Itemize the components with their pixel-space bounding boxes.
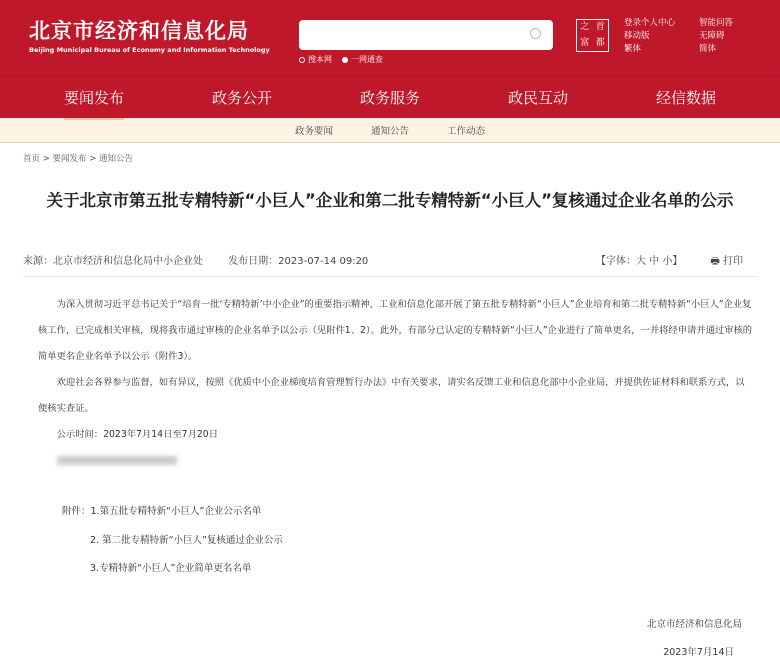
- nav-interaction[interactable]: 政民互动: [507, 88, 568, 107]
- subnav-work[interactable]: 工作动态: [447, 126, 486, 137]
- breadcrumb[interactable]: 首页 > 要闻发布 > 通知公告: [23, 154, 134, 164]
- signer: 北京市经济和信息化局: [646, 619, 742, 630]
- scope-site[interactable]: 搜本网: [299, 54, 332, 65]
- site-title-en: Beijing Municipal Bureau of Economy and Information Technology: [29, 46, 270, 54]
- paragraph: 欢迎社会各界参与监督，如有异议，按照《优质中小企业梯度培育管理暂行办法》中有关要求，请实名反馈工业和信息化部中小企业局，并提供佐证材料和联系方式，以便核实查证。: [38, 377, 745, 414]
- font-size-control[interactable]: 【字体：大 中 小】: [596, 256, 683, 267]
- nav-gov-open[interactable]: 政务公开: [211, 88, 272, 107]
- link-accessibility[interactable]: 无障碍: [699, 31, 725, 41]
- link-mobile[interactable]: 移动版: [624, 31, 650, 41]
- search-scope: [299, 54, 383, 65]
- main-nav: [0, 75, 780, 118]
- attachment-3[interactable]: 3.专精特新“小巨人”企业简单更名名单: [90, 563, 252, 574]
- source: 来源：北京市经济和信息化局中小企业处: [23, 256, 203, 267]
- link-qa[interactable]: 智能问答: [699, 18, 734, 28]
- print-button[interactable]: 🖶 打印: [710, 256, 743, 267]
- attachment-2[interactable]: 2. 第二批专精特新“小巨人”复核通过企业公示: [90, 535, 283, 546]
- divider: [23, 276, 758, 277]
- search-input[interactable]: [299, 20, 553, 50]
- article-body: [38, 292, 753, 474]
- sub-nav: [0, 118, 780, 143]
- site-title[interactable]: 北京市经济和信息化局: [29, 19, 249, 43]
- radio-selected-icon[interactable]: [342, 57, 348, 63]
- nav-data[interactable]: 经信数据: [655, 88, 716, 107]
- subnav-notices[interactable]: 通知公告: [370, 126, 409, 137]
- publish-date: 发布日期：2023-07-14 09:20: [228, 256, 369, 267]
- nav-news[interactable]: 要闻发布: [64, 79, 124, 116]
- sign-date: 2023年7月14日: [663, 647, 734, 658]
- link-login[interactable]: 登录个人中心: [624, 18, 676, 28]
- attachment-1[interactable]: 附件：1.第五批专精特新“小巨人”企业公示名单: [62, 506, 262, 517]
- radio-icon[interactable]: [299, 57, 305, 63]
- page-title: 关于北京市第五批专精特新“小巨人”企业和第二批专精特新“小巨人”复核通过企业名单的公示: [46, 191, 734, 210]
- link-traditional[interactable]: 繁体: [624, 44, 642, 54]
- blurred-contact: [38, 448, 753, 474]
- subnav-news[interactable]: 政务要闻: [294, 126, 333, 137]
- printer-icon: 🖶: [710, 256, 720, 267]
- capital-seal-logo: 之 首 富 都: [576, 19, 609, 52]
- search-icon[interactable]: [530, 28, 541, 39]
- scope-all[interactable]: 一网通查: [342, 54, 383, 65]
- header-links: [624, 17, 759, 56]
- publicity-period: 公示时间：2023年7月14日至7月20日: [56, 429, 219, 440]
- link-simplified[interactable]: 简体: [699, 44, 717, 54]
- paragraph: 为深入贯彻习近平总书记关于“培育一批‘专精特新’中小企业”的重要指示精神，工业和信息化部开展了第五批专精特新“小巨人”企业培育和第二批专精特新“小巨人”企业复核工作，已完成相关审核，现将我市通过审核的企业名单予以公示（见附件1、2）。此外，有部分已认定的专精特新“小巨人”企业进行了简单更名，一并将经申请并通过审核的简单更名企业名单予以公示（附件3）。: [38, 299, 753, 362]
- article-meta: [23, 252, 753, 267]
- nav-gov-service[interactable]: 政务服务: [359, 88, 420, 107]
- site-header: [0, 0, 780, 75]
